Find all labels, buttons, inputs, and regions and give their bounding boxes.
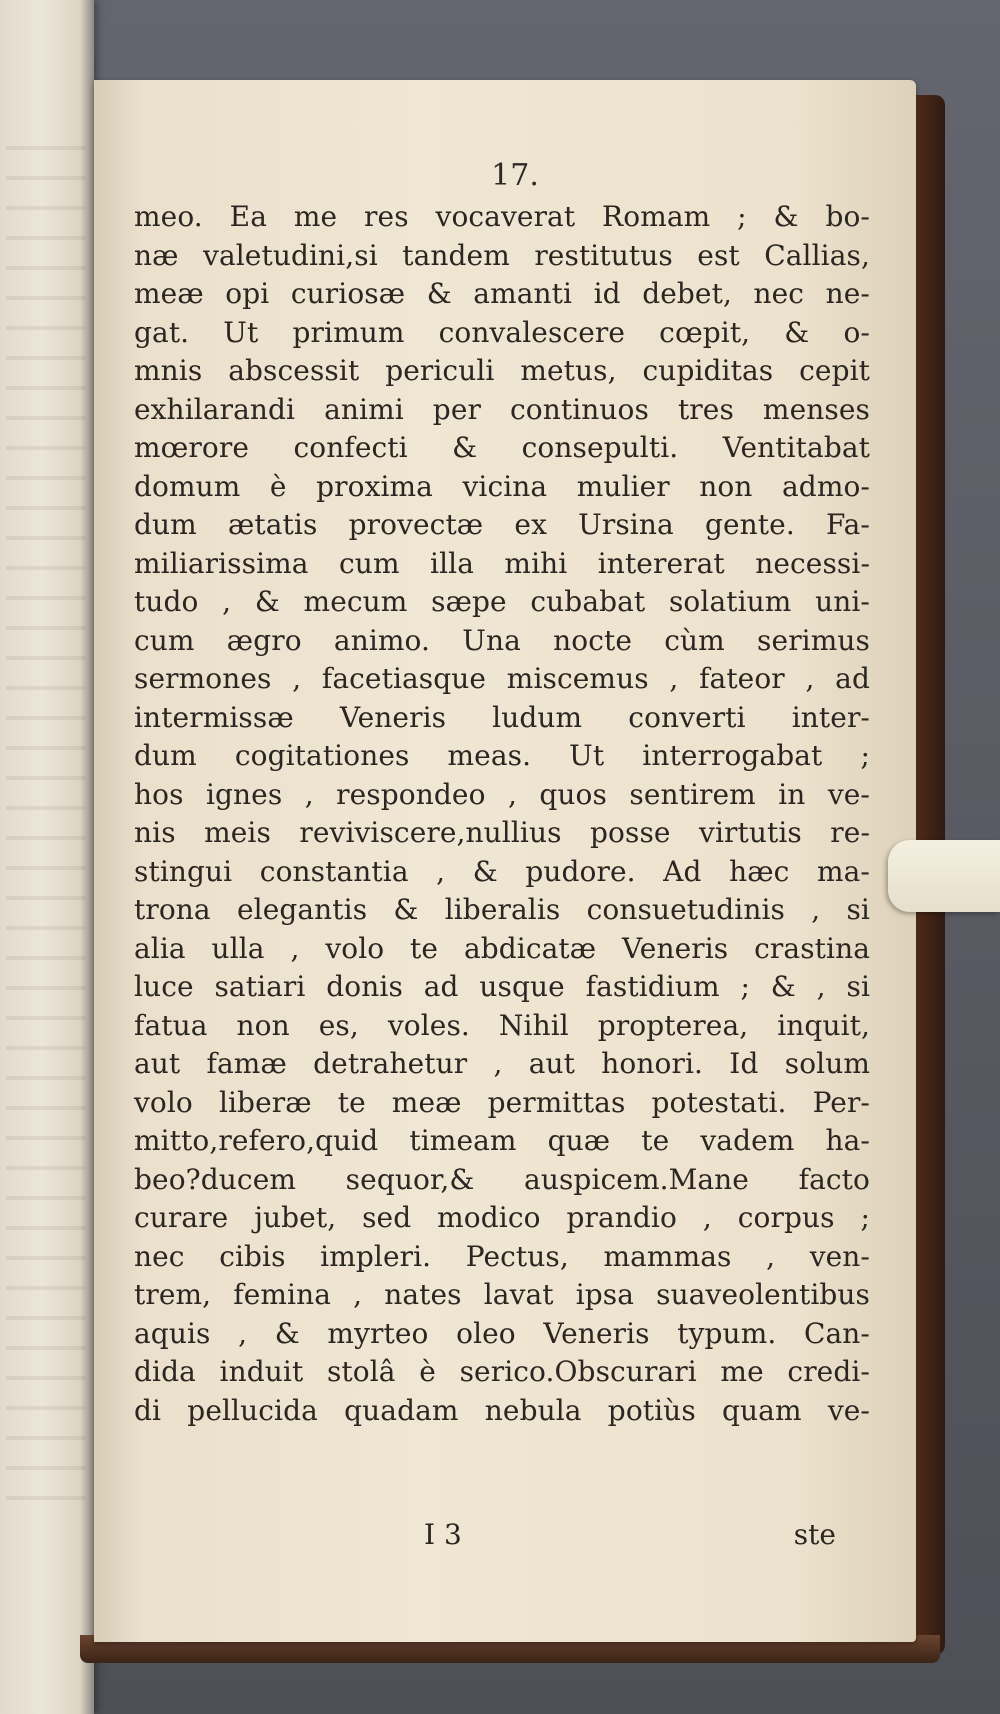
text-line: dum cogitationes meas. Ut interrogabat ; [134,739,870,772]
text-line: nis meis reviviscere,nullius posse virtutis re- [134,816,870,849]
text-line: gat. Ut primum convalescere cœpit, & o- [134,315,870,349]
text-line: trona elegantis & liberalis consuetudinis , si [134,893,870,926]
text-line: sermones , facetiasque miscemus , fateor , ad [134,662,870,695]
text-line: næ valetudini,si tandem restitutus est Callias, [134,238,870,272]
page-footer [94,1518,916,1558]
text-line: meæ opi curiosæ & amanti id debet, nec ne- [134,277,870,310]
text-line: tudo , & mecum sæpe cubabat solatium uni- [134,585,870,618]
text-line: mnis abscessit periculi metus, cupiditas cepit [134,354,870,387]
text-line: nec cibis impleri. Pectus, mammas , ven- [134,1239,870,1273]
text-line: curare jubet, sed modico prandio , corpus ; [134,1201,870,1234]
page-number: 17. [491,158,539,193]
text-line: cum ægro animo. Una nocte cùm serimus [134,623,870,657]
text-line: hos ignes , respondeo , quos sentirem in ve- [134,777,870,811]
text-line: aut famæ detrahetur , aut honori. Id solum [134,1047,870,1080]
facing-page-text-shadow [6,120,86,1520]
signature-mark: I 3 [424,1518,462,1551]
catchword: ste [793,1518,836,1551]
text-line: miliarissima cum illa mihi intererat necessi- [134,546,870,580]
book-page [94,80,916,1642]
text-line: intermissæ Veneris ludum converti inter- [134,700,870,734]
text-line: exhilarandi animi per continuos tres menses [134,392,870,426]
text-line: mœrore confecti & consepulti. Ventitabat [134,431,870,464]
facing-page-edge [0,0,94,1714]
text-line: domum è proxima vicina mulier non admo- [134,469,870,503]
text-line: luce satiari donis ad usque fastidium ; & , si [134,970,870,1003]
text-line: aquis , & myrteo oleo Veneris typum. Can- [134,1316,870,1350]
text-line: trem, femina , nates lavat ipsa suaveolentibus [134,1278,870,1311]
text-line: alia ulla , volo te abdicatæ Veneris crastina [134,931,870,965]
text-line: di pellucida quadam nebula potiùs quam ve- [134,1393,870,1427]
text-line: dum ætatis provectæ ex Ursina gente. Fa- [134,508,870,541]
text-line: mitto,refero,quid timeam quæ te vadem ha- [134,1124,870,1157]
text-line: beo?ducem sequor,& auspicem.Mane facto [134,1162,870,1196]
bookmark-tab [888,840,1000,912]
text-line: meo. Ea me res vocaverat Romam ; & bo- [134,200,870,233]
page-body-text [134,198,870,1430]
text-line: fatua non es, voles. Nihil propterea, inquit, [134,1008,870,1042]
text-line: volo liberæ te meæ permittas potestati. Per- [134,1085,870,1119]
text-line: dida induit stolâ è serico.Obscurari me credi- [134,1355,870,1388]
text-line: stingui constantia , & pudore. Ad hæc ma- [134,854,870,888]
